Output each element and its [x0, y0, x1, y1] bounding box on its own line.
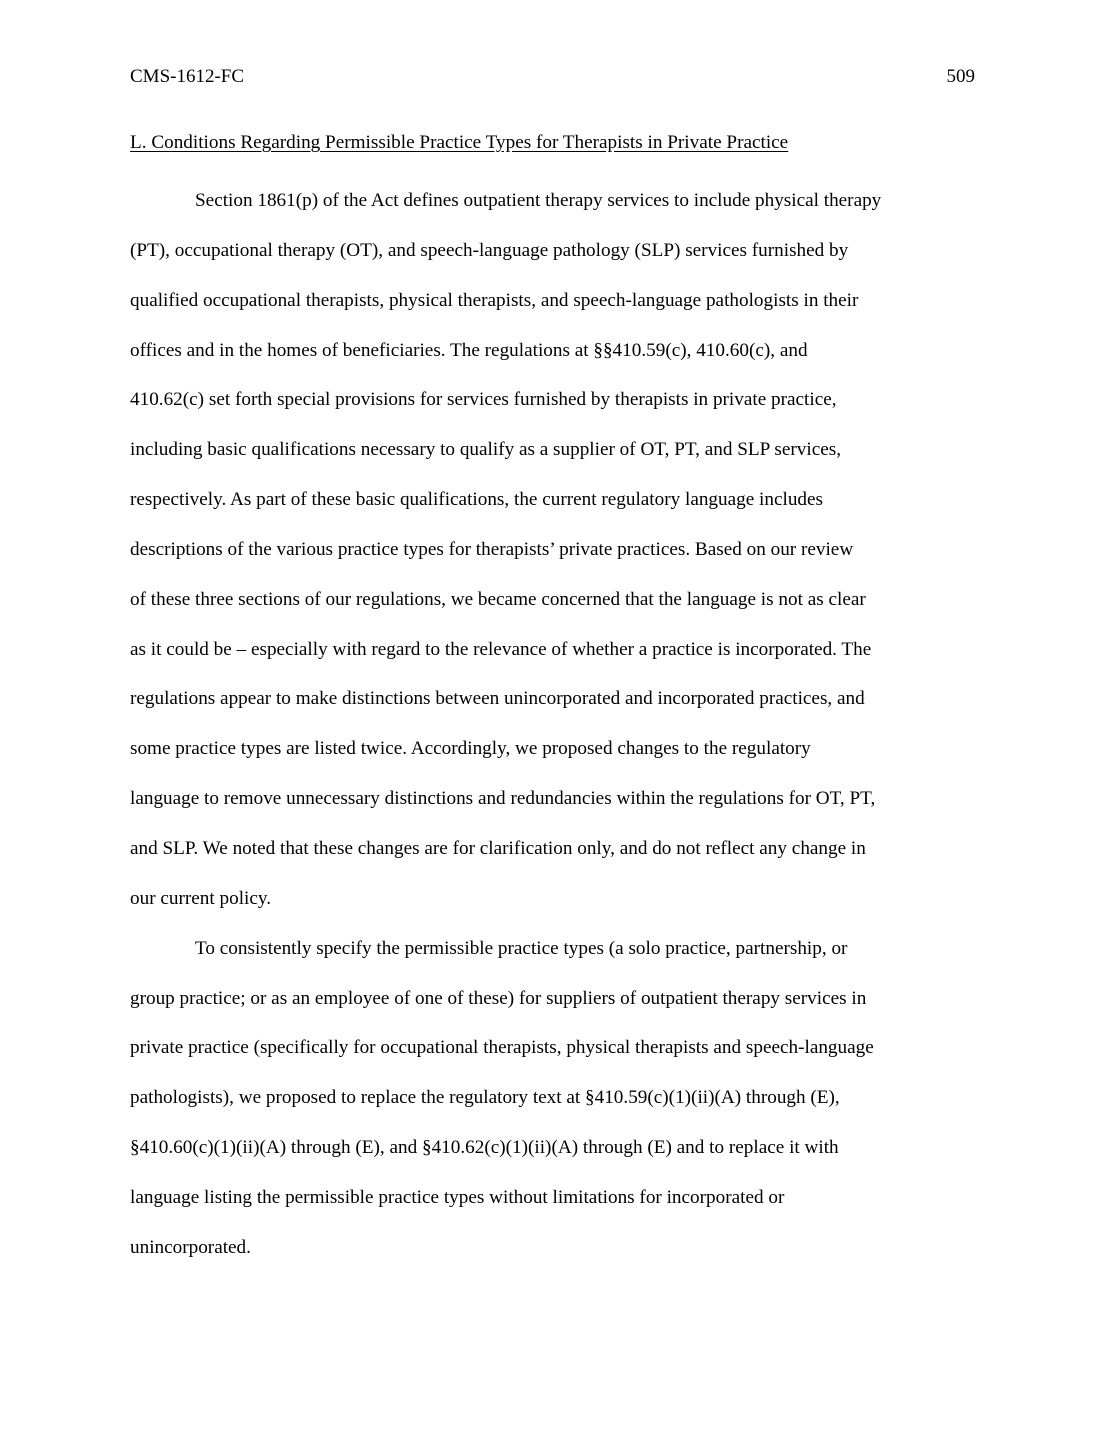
- text-line: as it could be – especially with regard to the relevance of whether a practice is incorporated. The: [130, 638, 872, 660]
- text-line: 410.62(c) set forth special provisions for services furnished by therapists in private practice,: [130, 389, 837, 411]
- section-heading: L. Conditions Regarding Permissible Practice Types for Therapists in Private Practice: [130, 132, 789, 153]
- document-id: CMS-1612-FC: [130, 66, 245, 87]
- text-line: respectively. As part of these basic qualifications, the current regulatory language includes: [130, 489, 823, 511]
- text-line: (PT), occupational therapy (OT), and speech-language pathology (SLP) services furnished by: [130, 239, 849, 261]
- text-line: descriptions of the various practice types for therapists’ private practices. Based on our review: [130, 538, 854, 560]
- text-line: language to remove unnecessary distinctions and redundancies within the regulations for OT, PT,: [130, 788, 876, 810]
- page-header: [130, 66, 975, 92]
- paragraph-2: [130, 924, 975, 1273]
- text-line: offices and in the homes of beneficiaries. The regulations at §§410.59(c), 410.60(c), and: [130, 339, 808, 361]
- text-line: private practice (specifically for occupational therapists, physical therapists and speech-language: [130, 1037, 874, 1059]
- text-line: our current policy.: [130, 887, 272, 909]
- page-number: 509: [946, 66, 975, 87]
- text-line: regulations appear to make distinctions between unincorporated and incorporated practices, and: [130, 688, 865, 710]
- text-line: group practice; or as an employee of one of these) for suppliers of outpatient therapy services in: [130, 987, 867, 1009]
- text-line: Section 1861(p) of the Act defines outpatient therapy services to include physical therapy: [195, 190, 882, 211]
- document-body: [130, 127, 975, 1273]
- text-line: including basic qualifications necessary to qualify as a supplier of OT, PT, and SLP services,: [130, 439, 842, 461]
- text-line: §410.60(c)(1)(ii)(A) through (E), and §410.62(c)(1)(ii)(A) through (E) and to replace it with: [130, 1137, 839, 1159]
- text-line: of these three sections of our regulations, we became concerned that the language is not as clear: [130, 588, 866, 610]
- paragraph-1: [130, 176, 975, 924]
- text-line: unincorporated.: [130, 1236, 251, 1258]
- text-line: qualified occupational therapists, physical therapists, and speech-language pathologists in their: [130, 289, 859, 311]
- text-line: language listing the permissible practice types without limitations for incorporated or: [130, 1186, 785, 1208]
- text-line: some practice types are listed twice. Accordingly, we proposed changes to the regulatory: [130, 738, 811, 760]
- text-line: and SLP. We noted that these changes are for clarification only, and do not reflect any change in: [130, 837, 866, 859]
- text-line: pathologists), we proposed to replace the regulatory text at §410.59(c)(1)(ii)(A) through (E),: [130, 1087, 840, 1109]
- text-line: To consistently specify the permissible practice types (a solo practice, partnership, or: [195, 937, 848, 959]
